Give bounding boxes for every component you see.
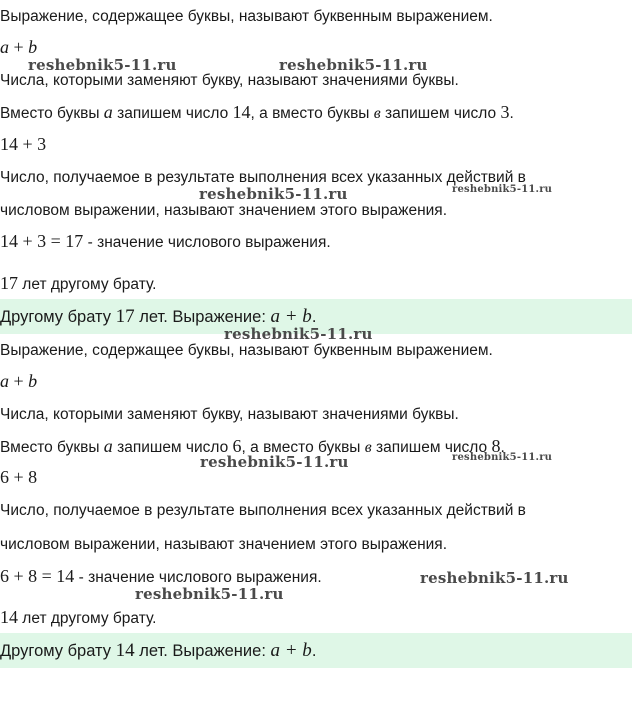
numeric-expression-1 xyxy=(0,134,46,154)
watermark: reshebnik5-11.ru xyxy=(452,452,553,463)
substitute-fragment: Вместо буквы xyxy=(0,439,104,456)
age-number: 14 xyxy=(0,607,18,627)
substitute-fragment: , а вместо буквы xyxy=(250,105,374,122)
watermark: reshebnik5-11.ru xyxy=(28,56,177,74)
age-number: 17 xyxy=(0,273,18,293)
number-b: 3 xyxy=(500,102,510,122)
value-definition-line2-1 xyxy=(0,201,447,221)
answer-fragment: . xyxy=(311,642,317,660)
definition-text-1 xyxy=(0,7,493,27)
var-a: a xyxy=(0,371,9,391)
answer-fragment: . xyxy=(311,308,317,326)
substitute-fragment: . xyxy=(509,105,514,122)
answer-fragment: Другому брату xyxy=(0,642,116,660)
watermark: reshebnik5-11.ru xyxy=(279,56,428,74)
value-definition-text: Число, получаемое в результате выполнения всех указанных действий в xyxy=(0,169,526,186)
letter-expression-2 xyxy=(0,371,37,391)
answer-number: 14 xyxy=(115,640,135,661)
answer-expression: a + b xyxy=(270,306,312,327)
number-a: 14 xyxy=(232,102,251,122)
watermark: reshebnik5-11.ru xyxy=(452,184,553,195)
answer-fragment: лет. Выражение: xyxy=(134,642,271,660)
substitute-fragment: , а вместо буквы xyxy=(241,439,365,456)
definition-sentence: Выражение, содержащее буквы, называют буквенным выражением. xyxy=(0,342,493,359)
watermark: reshebnik5-11.ru xyxy=(200,453,349,471)
substitute-fragment: запишем число xyxy=(112,439,233,456)
substitute-fragment: запишем число xyxy=(380,105,501,122)
value-definition-line1-2 xyxy=(0,501,526,521)
var-a: a xyxy=(0,37,9,57)
value-definition-text: числовом выражении, называют значением этого выражения. xyxy=(0,202,448,219)
plus-sign: + xyxy=(13,371,24,391)
var-b: b xyxy=(28,371,38,391)
var-b: b xyxy=(28,37,38,57)
var-a: a xyxy=(103,102,113,122)
result-expression: 6 + 8 = 14 xyxy=(0,566,75,586)
plus-sign: + xyxy=(13,37,24,57)
age-text: лет другому брату. xyxy=(18,276,157,293)
answer-expression: a + b xyxy=(270,640,312,661)
value-definition-text: Число, получаемое в результате выполнения всех указанных действий в xyxy=(0,502,526,519)
letter-expression-1 xyxy=(0,37,37,57)
answer-line-2 xyxy=(0,641,316,661)
result-note: - значение числового выражения. xyxy=(83,234,331,251)
number-a: 6 xyxy=(232,436,242,456)
value-definition-line2-2 xyxy=(0,535,447,555)
letter-values-text-1 xyxy=(0,71,459,91)
answer-line-1 xyxy=(0,307,316,327)
watermark: reshebnik5-11.ru xyxy=(420,569,569,587)
numeric-expression: 14 + 3 xyxy=(0,134,47,154)
numeric-expression-2 xyxy=(0,467,37,487)
var-a: a xyxy=(103,436,113,456)
substitute-fragment: запишем число xyxy=(112,105,233,122)
numeric-expression: 6 + 8 xyxy=(0,467,38,487)
letter-values-text-2 xyxy=(0,405,459,425)
watermark: reshebnik5-11.ru xyxy=(135,585,284,603)
result-line-1 xyxy=(0,231,331,253)
answer-fragment: Другому брату xyxy=(0,308,116,326)
watermark: reshebnik5-11.ru xyxy=(224,325,373,343)
definition-sentence: Выражение, содержащее буквы, называют буквенным выражением. xyxy=(0,8,493,25)
answer-fragment: лет. Выражение: xyxy=(134,308,271,326)
values-sentence: Числа, которыми заменяют букву, называют значениями буквы. xyxy=(0,72,459,89)
number-b: 8 xyxy=(491,436,501,456)
value-definition-text: числовом выражении, называют значением этого выражения. xyxy=(0,536,448,553)
result-expression: 14 + 3 = 17 xyxy=(0,231,84,251)
var-v: в xyxy=(373,105,381,122)
definition-text-2 xyxy=(0,341,493,361)
age-text: лет другому брату. xyxy=(18,610,157,627)
answer-number: 17 xyxy=(115,306,135,327)
substitute-text-1 xyxy=(0,102,514,124)
substitute-fragment: . xyxy=(500,439,505,456)
age-line-1 xyxy=(0,273,156,295)
substitute-fragment: Вместо буквы xyxy=(0,105,104,122)
watermark: reshebnik5-11.ru xyxy=(199,185,348,203)
result-note: - значение числового выражения. xyxy=(74,569,322,586)
substitute-fragment: запишем число xyxy=(371,439,492,456)
values-sentence: Числа, которыми заменяют букву, называют значениями буквы. xyxy=(0,406,459,423)
age-line-2 xyxy=(0,607,156,629)
var-v: в xyxy=(364,439,372,456)
